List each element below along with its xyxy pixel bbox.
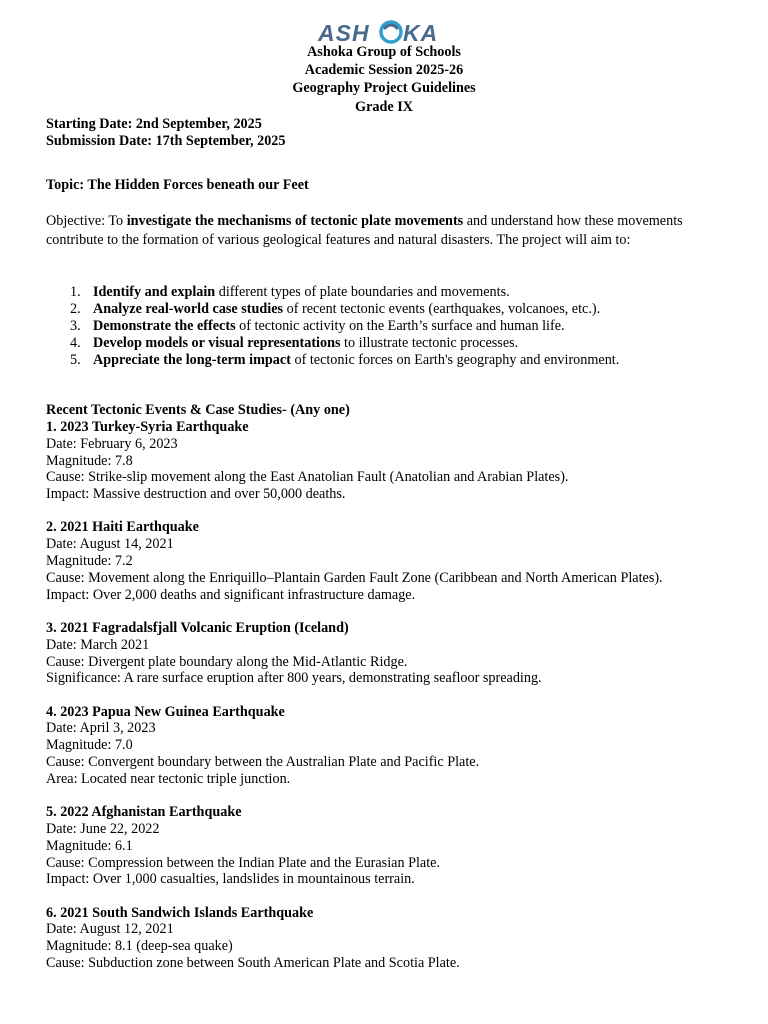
- objective-rest: and understand how these movements contribute to the formation of various geological features and natural disasters. The project will aim to:: [46, 213, 683, 248]
- objective-paragraph: [46, 212, 726, 249]
- objective-item-text: of tectonic activity on the Earth’s surface and human life.: [235, 318, 565, 334]
- objective-prefix: Objective: To: [46, 213, 127, 229]
- academic-session: Academic Session 2025-26: [304, 62, 464, 79]
- objective-number: 2.: [70, 301, 81, 317]
- event-case-study: [46, 620, 746, 687]
- event-title: 4. 2023 Papua New Guinea Earthquake: [46, 703, 285, 720]
- event-detail: Date: August 14, 2021: [46, 536, 174, 553]
- objective-item-bold: Identify and explain: [93, 284, 216, 300]
- event-detail: Date: August 12, 2021: [46, 921, 174, 938]
- event-detail: Date: June 22, 2022: [46, 820, 160, 837]
- event-detail: Impact: Over 2,000 deaths and significant infrastructure damage.: [46, 586, 416, 603]
- objective-item-bold: Analyze real-world case studies: [93, 301, 284, 317]
- svg-text:ASH: ASH: [318, 20, 370, 44]
- document-title: Geography Project Guidelines: [292, 80, 476, 97]
- document-header: [0, 43, 768, 116]
- grade-label: Grade IX: [355, 98, 413, 115]
- event-case-study: [46, 704, 746, 788]
- events-section: [46, 402, 746, 988]
- event-title: 3. 2021 Fagradalsfjall Volcanic Eruption (Iceland): [46, 619, 349, 636]
- event-detail: Date: March 2021: [46, 636, 150, 653]
- event-detail: Magnitude: 7.2: [46, 553, 133, 570]
- event-detail: Magnitude: 6.1: [46, 837, 133, 854]
- event-detail: Magnitude: 8.1 (deep-sea quake): [46, 938, 233, 955]
- objective-number: 3.: [70, 318, 81, 334]
- events-section-title: Recent Tectonic Events & Case Studies- (Any one): [46, 402, 350, 418]
- event-detail: Cause: Subduction zone between South American Plate and Scotia Plate.: [46, 955, 460, 972]
- project-topic: Topic: The Hidden Forces beneath our Feet: [46, 177, 309, 193]
- objectives-list: [46, 284, 736, 369]
- event-detail: Impact: Over 1,000 casualties, landslides in mountainous terrain.: [46, 871, 415, 888]
- objective-item-text: of recent tectonic events (earthquakes, volcanoes, etc.).: [283, 301, 601, 317]
- objective-number: 4.: [70, 335, 81, 351]
- event-title: 5. 2022 Afghanistan Earthquake: [46, 804, 242, 821]
- event-detail: Significance: A rare surface eruption after 800 years, demonstrating seafloor spreading.: [46, 670, 542, 687]
- event-detail: Cause: Compression between the Indian Plate and the Eurasian Plate.: [46, 854, 440, 871]
- objective-item-bold: Develop models or visual representations: [93, 335, 341, 351]
- event-detail: Date: April 3, 2023: [46, 720, 156, 737]
- svg-text:KA: KA: [403, 20, 439, 44]
- event-title: 2. 2021 Haiti Earthquake: [46, 519, 199, 536]
- event-title: 6. 2021 South Sandwich Islands Earthquake: [46, 904, 314, 921]
- starting-date: Starting Date: 2nd September, 2025: [46, 116, 262, 132]
- objective-item-text: different types of plate boundaries and movements.: [215, 284, 510, 300]
- objective-item-bold: Demonstrate the effects: [93, 318, 236, 334]
- event-detail: Cause: Divergent plate boundary along the Mid-Atlantic Ridge.: [46, 653, 408, 670]
- objective-item: [46, 335, 736, 352]
- event-detail: Area: Located near tectonic triple junction.: [46, 770, 291, 787]
- objective-number: 5.: [70, 352, 81, 368]
- objective-item-bold: Appreciate the long-term impact: [93, 352, 291, 368]
- objective-item-text: to illustrate tectonic processes.: [340, 335, 519, 351]
- event-detail: Magnitude: 7.0: [46, 737, 133, 754]
- objective-item-text: of tectonic forces on Earth's geography and environment.: [290, 352, 620, 368]
- event-title: 1. 2023 Turkey-Syria Earthquake: [46, 419, 249, 435]
- project-dates: [46, 116, 286, 150]
- objective-item: [46, 352, 736, 369]
- objective-item: [46, 284, 736, 301]
- event-detail: Date: February 6, 2023: [46, 435, 178, 452]
- ashoka-logo-mark: [316, 20, 452, 44]
- event-case-study: [46, 804, 746, 888]
- event-detail: Cause: Convergent boundary between the Australian Plate and Pacific Plate.: [46, 754, 480, 771]
- event-case-study: [46, 905, 746, 972]
- submission-date: Submission Date: 17th September, 2025: [46, 133, 286, 149]
- event-detail: Impact: Massive destruction and over 50,000 deaths.: [46, 486, 346, 503]
- event-detail: Cause: Strike-slip movement along the East Anatolian Fault (Anatolian and Arabian Plates).: [46, 469, 569, 486]
- objective-bold: investigate the mechanisms of tectonic plate movements: [126, 213, 464, 229]
- school-name: Ashoka Group of Schools: [307, 44, 461, 60]
- event-detail: Magnitude: 7.8: [46, 452, 133, 469]
- objective-item: [46, 318, 736, 335]
- objective-number: 1.: [70, 284, 81, 300]
- event-case-study: [46, 519, 746, 603]
- event-detail: Cause: Movement along the Enriquillo–Plantain Garden Fault Zone (Caribbean and North American Plates).: [46, 569, 663, 586]
- ashoka-logo: [0, 20, 768, 44]
- event-case-study: [46, 419, 746, 503]
- objective-item: [46, 301, 736, 318]
